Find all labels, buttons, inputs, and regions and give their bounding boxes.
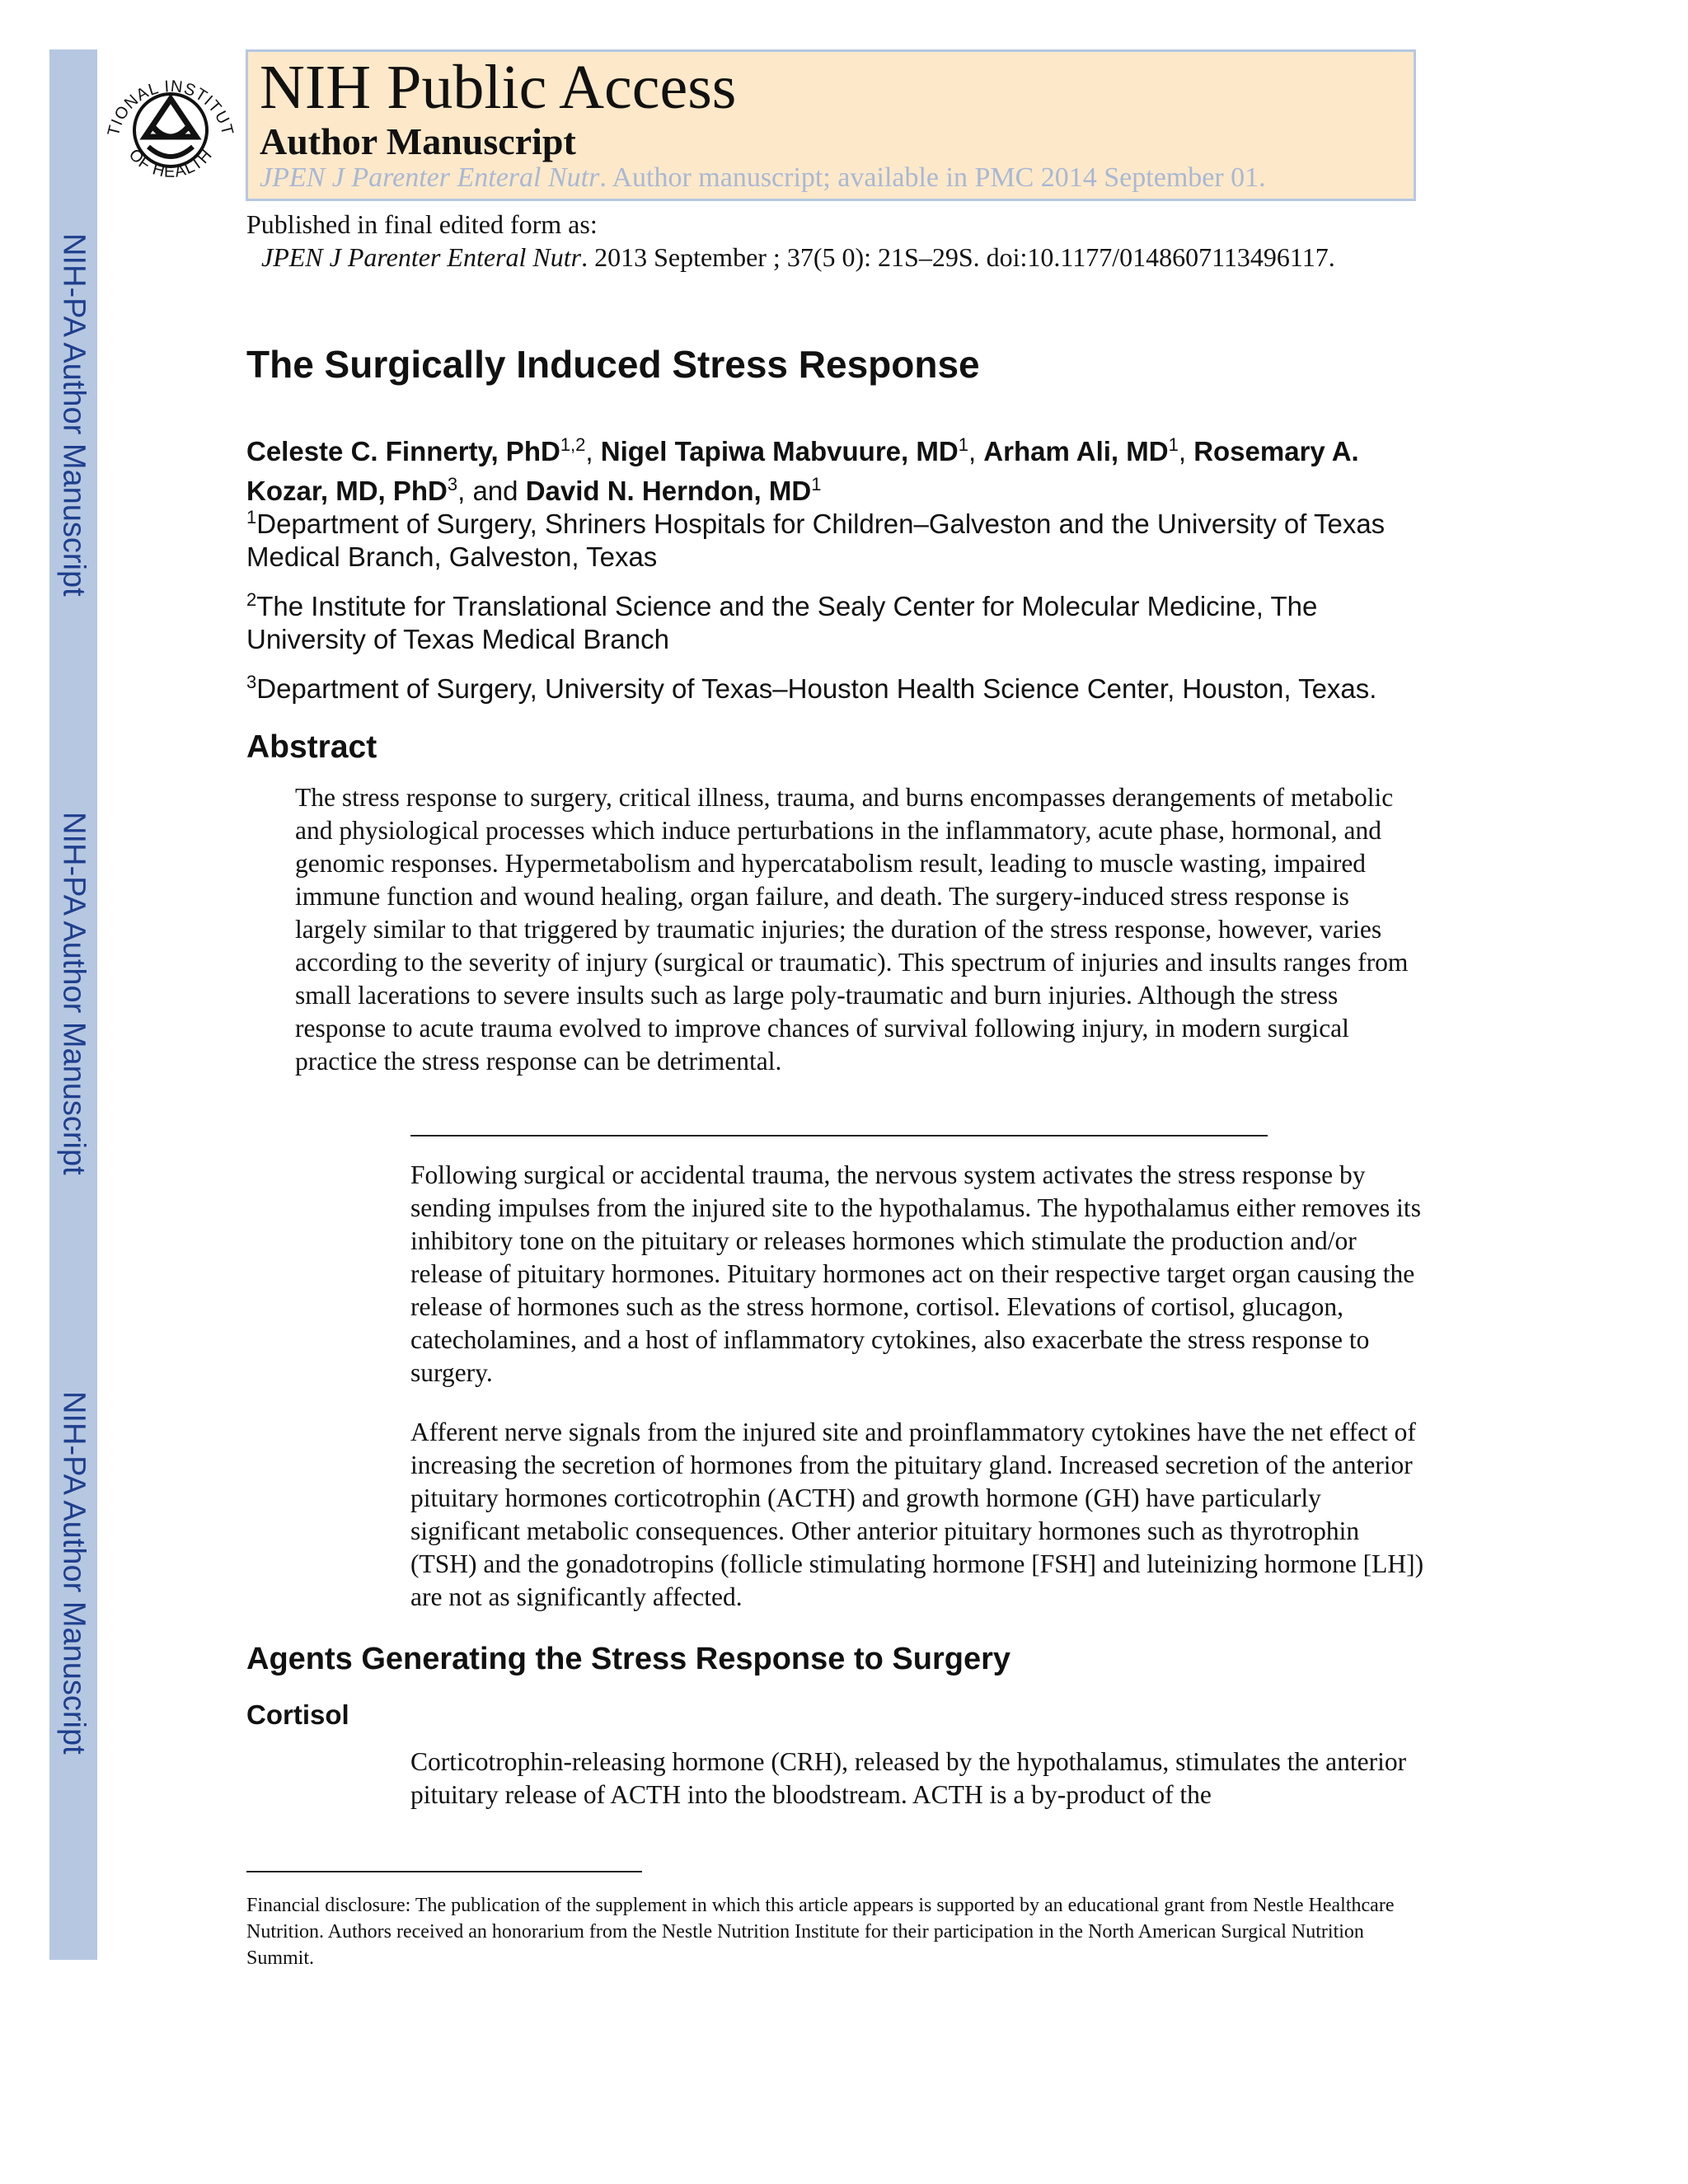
affiliation: $^3$Department of Surgery, University of Texas–Houston Health Science Center, Houston, Texas. [246,672,1377,704]
nih-logo [97,49,244,203]
published-citation: JPEN J Parenter Enteral Nutr. 2013 September ; 37(5 0): 21S–29S. doi:10.1177/0148607113496117. [261,242,1335,272]
footnote-divider [246,1871,642,1872]
section-heading: Agents Generating the Stress Response to Surgery [246,1642,1011,1676]
body-paragraph: Following surgical or accidental trauma, the nervous system activates the stress response by sending impulses from the injured site to the hypothalamus. The hypothalamus either removes its inhibitory tone on the pituitary or releases hormones which stimulate the production and/or release of pituitary hormones. Pituitary hormones act on their respective target organ causing the release of hormones such as the stress hormone, cortisol. Elevations of cortisol, glucagon, catecholamines, and a host of inflammatory cytokines, also exacerbate the stress response to surgery. [410,1160,1421,1387]
author-name: Celeste C. Finnerty, PhD [246,436,560,466]
svg-text:NATIONAL INSTITUTES: TIONAL INSTITUT [104,77,237,138]
abstract-divider [410,1135,1268,1137]
author-name: Nigel Tapiwa Mabvuure, MD [600,436,959,466]
article-title: The Surgically Induced Stress Response [246,343,980,386]
nih-seal-icon [97,49,244,203]
header-title: NIH Public Access [260,53,737,122]
footnote: Financial disclosure: The publication of the supplement in which this article appears is supported by an educational grant from Nestle Healthcare Nutrition. Authors received an honorarium from the Nestle Nutrition Institute for their participation in the North American Surgical Nutrition Summit. [246,1895,1395,1969]
header-citation: JPEN J Parenter Enteral Nutr. Author manuscript; available in PMC 2014 September 01. [260,162,1266,193]
header-subtitle: Author Manuscript [260,120,576,162]
body-paragraph: Afferent nerve signals from the injured site and proinflammatory cytokines have the net effect of increasing the secretion of hormones from the pituitary gland. Increased secretion of the anterior pituitary hormones corticotrophin (ACTH) and growth hormone (GH) have particularly significant metabolic consequences. Other anterior pituitary hormones such as thyrotrophin (TSH) and the gonadotropins (follicle stimulating hormone [FSH] and luteinizing hormone [LH]) are not as significantly affected. [410,1418,1424,1611]
abstract-text: The stress response to surgery, critical illness, trauma, and burns encompasses derangements of metabolic and physiological processes which induce perturbations in the inflammatory, acute phase, hormonal, and genomic responses. Hypermetabolism and hypercatabolism result, leading to muscle wasting, impaired immune function and wound healing, organ failure, and death. The surgery-induced stress response is largely similar to that triggered by traumatic injuries; the duration of the stress response, however, varies according to the severity of injury (surgical or traumatic). This spectrum of injuries and insults ranges from small lacerations to severe insults such as large poly-traumatic and burn injuries. Although the stress response to acute trauma evolved to improve chances of survival following injury, in modern surgical practice the stress response can be detrimental. [295,783,1409,1076]
svg-text:OF HEALTH: OF HEALTH [124,145,217,181]
author-name: David N. Herndon, MD [525,476,812,506]
author-list: Celeste C. Finnerty, PhD$^{1,2}$, Nigel Tapiwa Mabvuure, $MD^1$, Arham Ali, $MD^1$, Rosemary A. Kozar, MD, PhD$^3$, and David N. Herndon, $MD^1$ [246,434,1359,506]
abstract-heading: Abstract [246,729,377,765]
header-banner [246,49,1416,201]
affiliation: $^2$The Institute for Translational Science and the Sealy Center for Molecular Medicine, The University of Texas Medical Branch [246,589,1318,654]
published-label: Published in final edited form as: [246,209,598,239]
body-paragraph: Corticotrophin-releasing hormone (CRH), released by the hypothalamus, stimulates the anterior pituitary release of ACTH into the bloodstream. ACTH is a by-product of the [410,1747,1407,1809]
author-name: Rosemary A. Kozar, MD, PhD [246,436,1359,506]
published-info [246,208,1335,274]
author-name: Arham Ali, MD [983,436,1169,466]
subsection-heading: Cortisol [246,1699,349,1730]
affiliation: $^1$Department of Surgery, Shriners Hospitals for Children–Galveston and the University of Texas Medical Branch, Galveston, Texas [246,507,1386,572]
